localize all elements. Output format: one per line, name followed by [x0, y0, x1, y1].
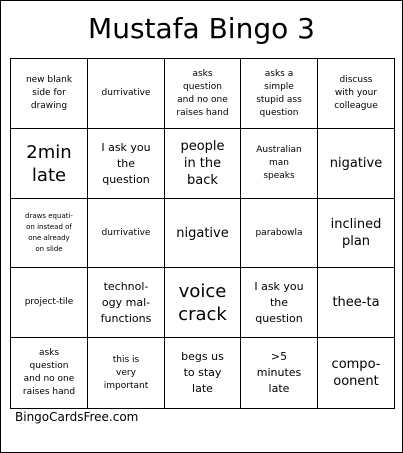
cell-text: nigative [329, 156, 383, 171]
bingo-cell[interactable] [241, 338, 318, 409]
bingo-cell[interactable] [165, 338, 241, 409]
cell-text: parabowla [255, 227, 303, 238]
bingo-cell[interactable] [318, 129, 395, 199]
bingo-cell[interactable] [165, 268, 241, 338]
cell-text: durrivative [101, 88, 151, 98]
bingo-cell[interactable] [11, 199, 88, 268]
bingo-cell[interactable] [318, 268, 395, 338]
cell-text: I ask you the question [101, 140, 151, 186]
cell-text: compo- oonent [331, 357, 381, 389]
bingo-cell[interactable] [88, 338, 165, 409]
bingo-cell[interactable] [241, 129, 318, 199]
bingo-cell[interactable] [11, 338, 88, 409]
bingo-cell[interactable] [88, 129, 165, 199]
cell-text: durrivative [101, 227, 151, 238]
cell-text: asks question and no one raises hand [176, 68, 229, 118]
cell-text: people in the back [180, 139, 225, 188]
bingo-grid [10, 58, 395, 409]
cell-text: >5 minutes late [256, 350, 302, 395]
cell-text: discuss with your colleague [334, 75, 378, 111]
cell-text: asks question and no one raises hand [22, 348, 76, 397]
bingo-cell[interactable] [88, 268, 165, 338]
bingo-cell[interactable] [318, 338, 395, 409]
bingo-cell[interactable] [88, 59, 165, 129]
cell-text: this is very important [103, 354, 149, 391]
card-title: Mustafa Bingo 3 [88, 12, 315, 45]
bingo-cell[interactable] [241, 268, 318, 338]
bingo-cell[interactable] [165, 199, 241, 268]
cell-text: inclined plan [330, 217, 382, 249]
cell-text: draws equati- on instead of one already on slide [25, 212, 73, 253]
cell-text: voice crack [178, 280, 227, 325]
bingo-cell[interactable] [11, 268, 88, 338]
cell-text: thee-ta [332, 295, 380, 310]
bingo-cell[interactable] [88, 199, 165, 268]
cell-text: 2min late [26, 141, 72, 186]
bingo-cell[interactable] [165, 129, 241, 199]
cell-text: technol- ogy mal- functions [100, 279, 152, 325]
cell-text: Australian man speaks [256, 145, 302, 181]
bingo-cell[interactable] [241, 59, 318, 129]
cell-text: project-tile [24, 297, 74, 307]
cell-text: begs us to stay late [181, 350, 224, 395]
cell-text: asks a simple stupid ass question [256, 68, 302, 118]
bingo-cell[interactable] [165, 59, 241, 129]
cell-text: I ask you the question [254, 279, 304, 325]
footer-brand: BingoCardsFree.com [15, 410, 139, 424]
bingo-cell[interactable] [11, 59, 88, 129]
bingo-cell[interactable] [11, 129, 88, 199]
cell-text: nigative [176, 225, 229, 241]
bingo-cell[interactable] [318, 199, 395, 268]
cell-text: new blank side for drawing [25, 75, 73, 111]
bingo-cell[interactable] [318, 59, 395, 129]
bingo-cell[interactable] [241, 199, 318, 268]
